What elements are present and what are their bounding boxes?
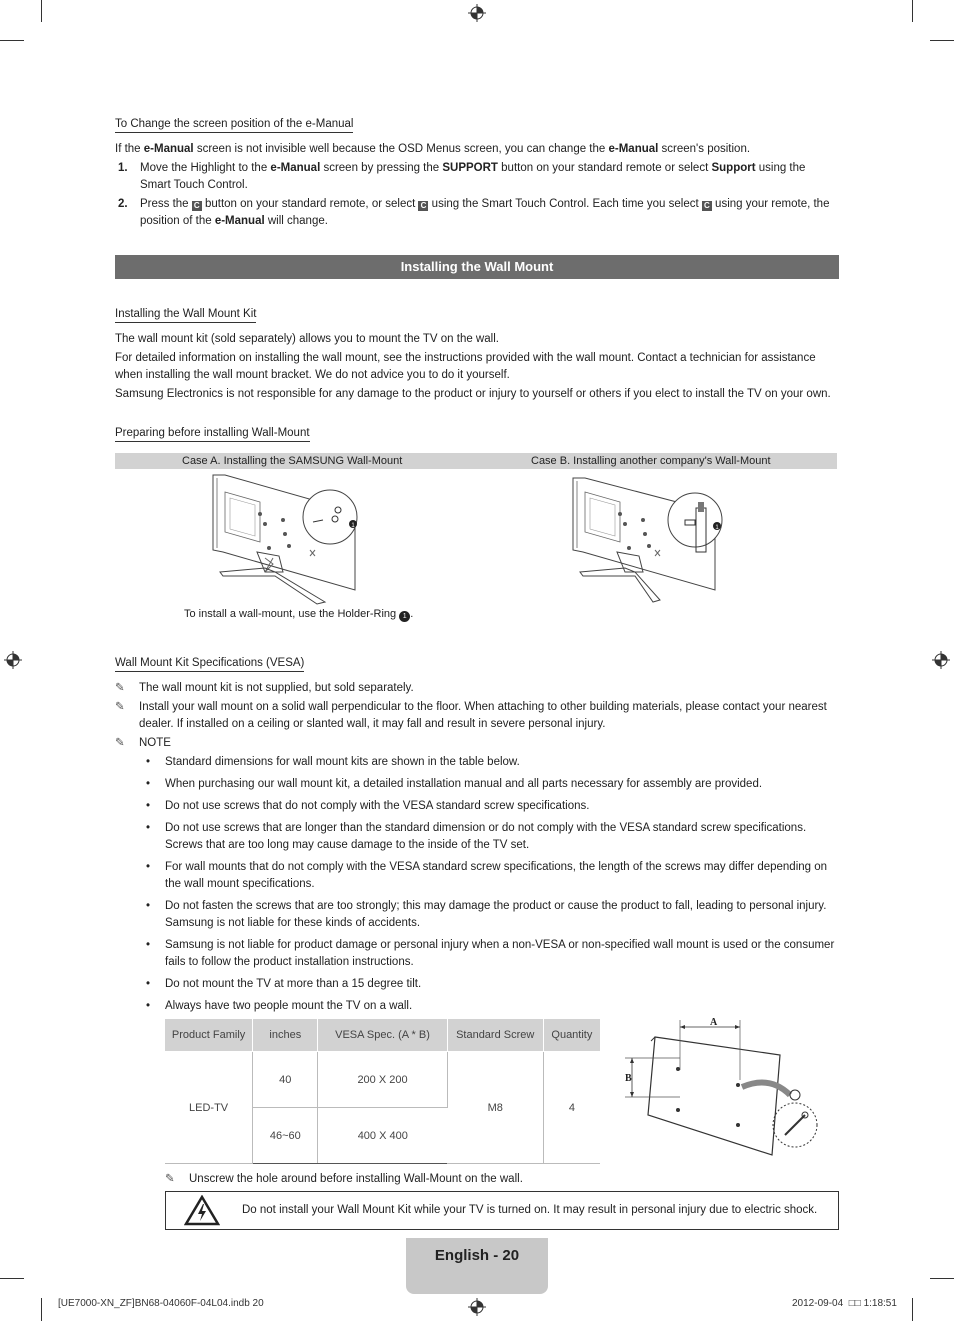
footer-file-name: [UE7000-XN_ZF]BN68-04060F-04L04.indb 20 <box>58 1298 264 1309</box>
cell-spec: 400 X 400 <box>318 1108 447 1164</box>
cell-screw: M8 <box>447 1052 543 1164</box>
vesa-dimension-diagram <box>620 1015 830 1160</box>
c-button-icon: C <box>192 201 202 211</box>
list-item: • Always have two people mount the TV on a wall. <box>146 1000 413 1012</box>
page-number-tab <box>406 1238 548 1294</box>
step-1: 1. Move the Highlight to the e-Manual screen by pressing the SUPPORT button on your standard remote or select Support using the Smart Touch Control. <box>118 162 806 191</box>
marker-1: 1 <box>715 525 719 531</box>
cell-inches: 46~60 <box>253 1108 318 1164</box>
table-row <box>165 1052 600 1108</box>
list-item: • Do not use screws that do not comply with the VESA standard screw specifications. <box>146 800 590 812</box>
note-pencil-icon: ✎ <box>115 682 125 694</box>
holder-ring-caption: To install a wall-mount, use the Holder-Ring 1 . <box>184 608 414 620</box>
registration-mark-left <box>4 651 22 669</box>
footer-timestamp: 2012-09-04 □□ 1:18:51 <box>792 1298 897 1309</box>
kit-paragraph-2: For detailed information on installing the wall mount, see the instructions provided with the wall mount. Contact a technician for assistance when installing the wall mount bracket. We do not advice you to do it yourself. <box>115 352 816 381</box>
section-heading-kit: Installing the Wall Mount Kit <box>115 308 256 323</box>
col-quantity: Quantity <box>543 1019 600 1052</box>
case-b-tv-back-illustration <box>565 472 745 607</box>
list-item: • Do not use screws that are longer than the standard dimension or do not comply with the VESA standard screw specifications. Screws that are too long may cause damage to the inside of the TV set. <box>146 822 807 851</box>
section-heading-vesa: Wall Mount Kit Specifications (VESA) <box>115 657 304 672</box>
marker-1-icon: 1 <box>399 611 410 622</box>
table-header-row <box>165 1019 600 1052</box>
section-heading-screen-position: To Change the screen position of the e-Manual <box>115 118 353 133</box>
note-pencil-icon: ✎ <box>115 737 125 749</box>
note-pencil-icon: ✎ <box>115 701 125 713</box>
marker-1: 1 <box>351 523 355 529</box>
electric-shock-warning-icon <box>184 1195 220 1226</box>
case-a-tv-back-illustration <box>205 472 385 607</box>
cell-inches: 40 <box>253 1052 318 1108</box>
note-pencil-icon: ✎ <box>165 1173 175 1185</box>
registration-mark-right <box>932 651 950 669</box>
col-product-family: Product Family <box>165 1019 253 1052</box>
c-button-icon: C <box>702 201 712 211</box>
col-inches: inches <box>253 1019 318 1052</box>
steps-list <box>115 160 839 232</box>
list-item: • Do not fasten the screws that are too strongly; this may damage the product or cause the product to fall, leading to personal injury. Samsung is not liable for these kinds of accidents. <box>146 900 827 929</box>
list-item: • Do not mount the TV at more than a 15 degree tilt. <box>146 978 422 990</box>
case-b-label: Case B. Installing another company's Wall-Mount <box>531 455 771 467</box>
cell-family: LED-TV <box>165 1052 253 1164</box>
note-bullets <box>140 754 840 1020</box>
dimension-label-a: A <box>710 1017 718 1028</box>
c-button-icon: C <box>418 201 428 211</box>
step-2: 2. Press the C button on your standard remote, or select C using the Smart Touch Control. Each time you select C using your remote, the position of the e-Manual will change. <box>118 198 830 227</box>
list-item: • When purchasing our wall mount kit, a detailed installation manual and all parts necessary for assembly are provided. <box>146 778 763 790</box>
registration-mark-bottom <box>468 1298 486 1316</box>
case-header-bar <box>115 453 837 469</box>
electric-shock-warning: Do not install your Wall Mount Kit while your TV is turned on. It may result in personal injury due to electric shock. <box>165 1191 839 1230</box>
section-heading-preparing: Preparing before installing Wall-Mount <box>115 427 310 442</box>
intro-paragraph: If the e-Manual screen is not invisible well because the OSD Menus screen, you can change the e-Manual screen's position. <box>115 143 751 155</box>
kit-paragraph-3: Samsung Electronics is not responsible for any damage to the product or injury to yourself or others if you elect to install the TV on your own. <box>115 388 831 400</box>
list-item: • For wall mounts that do not comply with the VESA standard screw specifications, the length of the screws may differ depending on the wall mount specifications. <box>146 861 828 890</box>
case-a-label: Case A. Installing the SAMSUNG Wall-Mount <box>182 455 403 467</box>
list-item: • Samsung is not liable for product damage or personal injury when a non-VESA or non-specified wall mount is used or the consumer fails to follow the product installation instructions. <box>146 939 835 968</box>
col-vesa-spec: VESA Spec. (A * B) <box>318 1019 447 1052</box>
col-standard-screw: Standard Screw <box>447 1019 543 1052</box>
cell-spec: 200 X 200 <box>318 1052 447 1108</box>
list-item: • Standard dimensions for wall mount kits are shown in the table below. <box>146 756 520 768</box>
registration-mark-top <box>468 4 486 22</box>
dimension-label-b: B <box>625 1073 632 1084</box>
vesa-spec-table <box>165 1019 600 1164</box>
kit-paragraph-1: The wall mount kit (sold separately) allows you to mount the TV on the wall. <box>115 333 499 345</box>
cell-quantity: 4 <box>543 1052 600 1164</box>
section-banner: Installing the Wall Mount <box>115 255 839 279</box>
page-label: English - 20 <box>434 1247 520 1264</box>
